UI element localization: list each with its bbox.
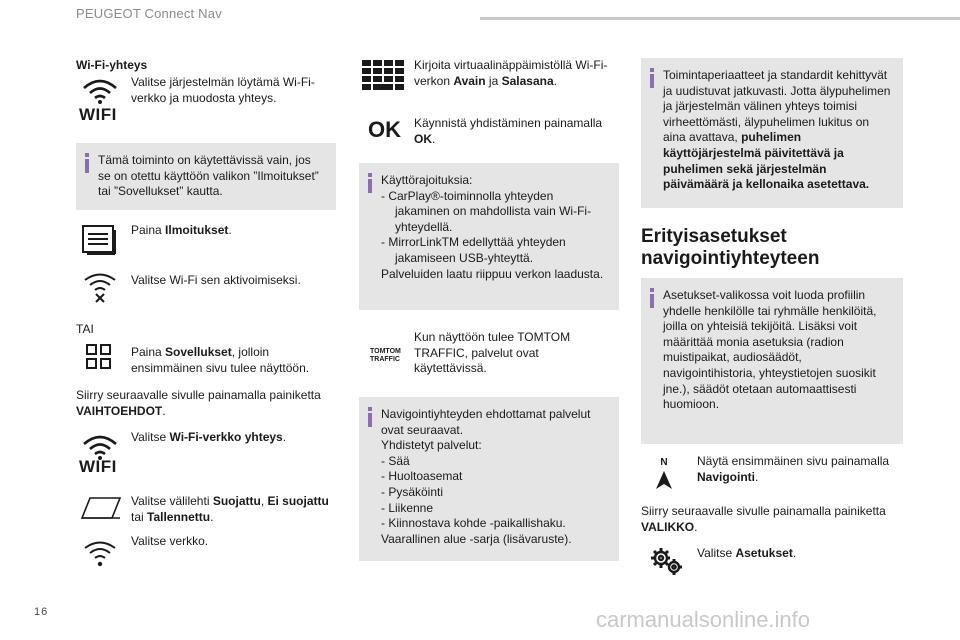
period: . <box>162 403 166 418</box>
or-label: TAI <box>76 322 94 336</box>
next-page-text <box>76 388 340 419</box>
wifi-select-text: Valitse järjestelmän löytämä Wi-Fi-verkko ja muodosta yhteys. <box>131 75 315 105</box>
period: . <box>755 469 759 484</box>
page-number: 16 <box>34 606 49 618</box>
period: . <box>553 73 557 88</box>
sovellukset-label: Sovellukset <box>165 345 232 359</box>
service-item: - Huoltoasemat <box>381 469 463 484</box>
wifi-network-icon <box>82 540 118 570</box>
watermark: carmanualsonline.info <box>596 607 811 632</box>
info-text: Tämä toiminto on käytettävissä vain, jos se on otettu käyttöön valikon ”Ilmoitukset” tai ”Sovellukset” kautta. <box>98 153 319 199</box>
press-prefix: Paina <box>131 345 166 359</box>
apps-suffix: , jolloin ensimmäinen sivu tulee näyttöön. <box>131 345 310 375</box>
press-apps-text <box>131 345 331 376</box>
suojattu-label: Suojattu <box>212 494 261 508</box>
next-page-menu-text <box>641 504 905 535</box>
period: . <box>210 509 214 524</box>
service-item: - Kiinnostava kohde -paikallishaku. <box>381 516 566 531</box>
ei-suojattu-label: Ei suojattu <box>267 494 329 508</box>
section-heading: Erityisasetukset navigointiyhteyteen <box>641 226 820 269</box>
header-bar <box>480 17 960 20</box>
select-network-text: Valitse verkko. <box>131 534 209 548</box>
period: . <box>432 131 436 146</box>
press-prefix: Paina <box>131 223 166 237</box>
asetukset-label: Asetukset <box>735 546 793 560</box>
wifi-off-icon <box>82 272 118 304</box>
navigointi-label: Navigointi <box>697 469 756 484</box>
wifi-icon-label: WIFI <box>79 457 117 476</box>
compass-north-label: N <box>660 457 668 468</box>
tomtom-traffic-icon: TOMTOM TRAFFIC <box>370 348 401 363</box>
nav-prefix: Näytä ensimmäinen sivu painamalla <box>697 454 890 468</box>
or-lower: tai <box>131 509 148 524</box>
quality-text: Palveluiden laatu riippuu verkon laadusta. <box>381 266 604 281</box>
danger-zone-text: Vaarallinen alue -sarja (lisävaruste). <box>381 531 572 546</box>
tallennettu-label: Tallennettu <box>147 509 211 524</box>
running-header: PEUGEOT Connect Nav <box>76 6 222 21</box>
start-prefix: Käynnistä yhdistäminen painamalla <box>414 116 603 130</box>
info-icon <box>650 68 654 88</box>
service-item: - Pysäköinti <box>381 484 444 499</box>
keyboard-text <box>414 58 614 89</box>
select-prefix: Valitse <box>131 430 170 444</box>
period: . <box>228 223 232 237</box>
info-box-profiles <box>641 278 903 444</box>
profiles-text: Asetukset-valikossa voit luoda profiilin yhdelle henkilölle tai ryhmälle henkilöitä, joilla on yhteisiä tekijöitä. Lisäksi voit määrittää monia asetuksia (radion muistipaikat, audiosäädöt, navigointihistoria, yhteystietojen suosikit jne.), säädöt otetaan automaattisesti huomioon. <box>663 288 877 412</box>
services-intro: Navigointiyhteyden ehdottamat palvelut ovat seuraavat. <box>381 407 591 437</box>
tab-prefix: Valitse välilehti <box>131 494 213 508</box>
ok-icon: OK <box>368 117 401 142</box>
tab-icon <box>80 496 122 520</box>
navigation-compass-icon <box>652 456 676 490</box>
select-settings-text <box>697 546 902 562</box>
wifi-network-label: Wi-Fi-verkko yhteys <box>169 430 283 444</box>
info-box-limits <box>359 163 619 310</box>
ilmoitukset-label: Ilmoitukset <box>165 223 229 237</box>
info-box-services <box>359 397 619 561</box>
service-item: - Sää <box>381 453 410 468</box>
period: . <box>282 430 287 444</box>
service-item: - Liikenne <box>381 500 434 515</box>
notifications-list-icon <box>82 224 118 256</box>
limit-item: - MirrorLinkTM edellyttää yhteyden jakamiseen USB-yhteyttä. <box>381 235 566 265</box>
apps-grid-icon <box>86 344 112 370</box>
select-tab-text <box>131 494 331 525</box>
wifi-heading: Wi-Fi-yhteys <box>76 58 148 72</box>
limits-list <box>381 189 609 267</box>
info-icon <box>368 173 372 193</box>
wifi-activate-text: Valitse Wi-Fi sen aktivoimiseksi. <box>131 273 301 287</box>
info-icon <box>368 407 372 427</box>
info-box-standards <box>641 58 903 208</box>
keyboard-icon <box>362 60 404 90</box>
start-connection-text <box>414 116 614 147</box>
info-icon <box>650 288 654 308</box>
limit-item: - CarPlay®-toiminnolla yhteyden jakaminen on mahdollista vain Wi-Fi-yhteydellä. <box>381 188 592 234</box>
show-navigation-text <box>697 454 902 485</box>
standards-text: Toimintaperiaatteet ja standardit kehittyvät ja uudistuvat jatkuvasti. Jotta älypuhelimen ja järjestelmän välinen yhteys toimisi virheettömästi, älypuhelimen lukitus on aina avattava, <box>663 68 891 145</box>
limits-heading: Käyttörajoituksia: <box>381 173 473 187</box>
period: . <box>792 546 797 560</box>
comma: , <box>260 494 268 508</box>
next-page-prefix: Siirry seuraavalle sivulle painamalla painiketta <box>641 504 886 518</box>
services-heading: Yhdistetyt palvelut: <box>381 438 482 453</box>
and-label: ja <box>485 73 502 88</box>
keyboard-prefix: Kirjoita virtuaalinäppäimistöllä Wi-Fi-verkon <box>414 58 608 88</box>
ok-label: OK <box>414 131 432 146</box>
period: . <box>694 519 698 534</box>
wifi-icon-label: WIFI <box>79 105 117 124</box>
next-page-prefix: Siirry seuraavalle sivulle painamalla painiketta <box>76 388 321 402</box>
avain-label: Avain <box>453 73 486 88</box>
tomtom-text: Kun näyttöön tulee TOMTOM TRAFFIC, palvelut ovat käytettävissä. <box>414 330 571 376</box>
vaihtoehdot-label: VAIHTOEHDOT <box>76 403 163 418</box>
settings-gears-icon <box>648 546 684 576</box>
salasana-label: Salasana <box>501 73 554 88</box>
select-prefix: Valitse <box>697 546 736 560</box>
select-wifi-network-text <box>131 430 331 446</box>
info-icon <box>85 153 89 173</box>
press-notifications-text <box>131 223 331 239</box>
info-box-function <box>76 143 336 210</box>
valikko-label: VALIKKO <box>641 519 695 534</box>
standards-bold-text: puhelimen käyttöjärjestelmä päivitettävä ja puhelimen sekä järjestelmän päivämäärä ja kellonaika asetettava. <box>663 130 870 192</box>
